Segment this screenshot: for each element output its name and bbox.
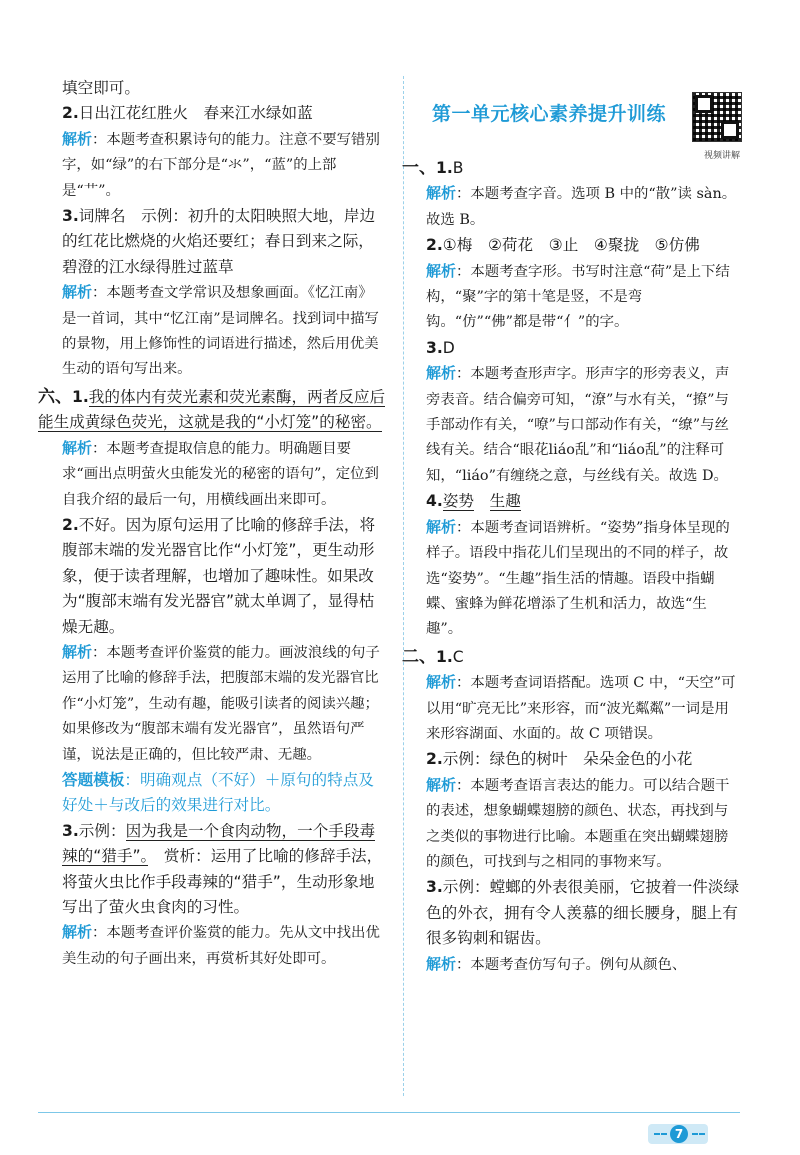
answer-s2q3 xyxy=(426,875,742,951)
answer-text: D xyxy=(442,338,455,357)
answer-s6q2 xyxy=(62,513,386,640)
analysis-label: 解析 xyxy=(62,438,93,457)
question-number: 3. xyxy=(62,821,79,840)
analysis-label: 解析 xyxy=(62,129,93,148)
page-badge xyxy=(648,1124,708,1144)
underlined-answer: 我的体内有荧光素和荧光素酶，两者反应后能生成黄绿色荧光，这就是我的“小灯笼”的秘密。 xyxy=(38,387,386,432)
answer-prefix: 示例： xyxy=(78,821,126,840)
answer-text: 不好。因为原句运用了比喻的修辞手法，将腹部末端的发光器官比作“小灯笼”，更生动形象，便于读者理解，也增加了趣味性。如果改为“腹部末端有发光器官”就太单调了，显得枯燥无趣。 xyxy=(62,515,376,636)
section-marker: 一、 xyxy=(402,158,436,178)
answer-text: C xyxy=(452,647,464,666)
analysis-s2q2 xyxy=(426,773,742,876)
question-number: 2. xyxy=(62,515,79,534)
right-column xyxy=(402,92,742,978)
question-number: 3. xyxy=(426,338,443,357)
analysis-text: ：本题考查仿写句子。例句从颜色、 xyxy=(456,956,687,973)
qr-code-icon[interactable] xyxy=(692,92,742,142)
answer-text: 示例：螳螂的外表很美丽，它披着一件淡绿色的外衣，拥有令人羡慕的细长腰身，腿上有很多钩刺和锯齿。 xyxy=(426,878,740,948)
answer-text: 日出江花红胜火 春来江水绿如蓝 xyxy=(78,104,313,123)
question-number: 1. xyxy=(72,387,89,406)
section-marker: 二、 xyxy=(402,646,436,667)
section-1-q1 xyxy=(402,156,742,181)
answer-text: 词牌名 示例：初升的太阳映照大地，岸边的红花比燃烧的火焰还要红；春日到来之际，碧澄的江水绿得胜过蓝草 xyxy=(62,207,376,276)
analysis-text: ：本题考查字音。选项 B 中的“散”读 sàn。故选 B。 xyxy=(426,186,737,228)
analysis-text: ：本题考查提取信息的能力。明确题目要求“画出点明萤火虫能发光的秘密的语句”，定位到自我介绍的最后一句，用横线画出来即可。 xyxy=(62,440,379,508)
analysis-label: 解析 xyxy=(62,642,93,661)
analysis-label: 解析 xyxy=(62,283,93,302)
analysis-text: ：本题考查文学常识及想象画面。《忆江南》是一首词，其中“忆江南”是词牌名。找到词中描写的景物，用上修饰性的词语进行描述，然后用优美生动的语句写出来。 xyxy=(62,285,379,378)
answer-r3 xyxy=(426,336,742,361)
analysis-text: ：本题考查语言表达的能力。可以结合题干的表述，想象蝴蝶翅膀的颜色、状态，再找到与之类似的事物进行比喻。本题重在突出蝴蝶翅膀的颜色，可找到与之相同的事物来写。 xyxy=(426,777,730,870)
analysis-label: 解析 xyxy=(426,261,457,280)
analysis-s6q2 xyxy=(62,640,386,768)
analysis-label: 解析 xyxy=(426,517,457,536)
question-number: 3. xyxy=(62,207,79,226)
analysis-r2 xyxy=(426,259,742,336)
answer-q3 xyxy=(62,204,386,280)
analysis-s2q1 xyxy=(426,670,742,747)
analysis-r3 xyxy=(426,361,742,489)
answer-text: 示例：绿色的树叶 朵朵金色的小花 xyxy=(442,750,693,769)
question-number: 1. xyxy=(436,647,453,666)
template-text: ：明确观点（不好）＋原句的特点及好处＋与改后的效果进行对比。 xyxy=(62,770,374,815)
underlined-answer: 姿势 xyxy=(442,492,474,511)
analysis-label: 解析 xyxy=(426,364,457,383)
section-marker: 六、 xyxy=(38,386,72,407)
underlined-answer: 生趣 xyxy=(489,492,521,511)
page-title: 第一单元核心素养提升训练 xyxy=(432,103,667,125)
answer-r4 xyxy=(426,489,742,514)
analysis-s6q3 xyxy=(62,920,386,972)
analysis-text: ：本题考查评价鉴赏的能力。画波浪线的句子运用了比喻的修辞手法，把腹部末端的发光器官比作“小灯笼”，生动有趣，能吸引读者的阅读兴趣；如果修改为“腹部末端有发光器官”，虽然语句严谨，说法是正确的，但比较严肃、无趣。 xyxy=(62,644,380,763)
template-label: 答题模板 xyxy=(62,770,125,789)
badge-dash xyxy=(699,1133,705,1135)
analysis-label: 解析 xyxy=(426,775,457,794)
column-divider xyxy=(403,76,404,1096)
analysis-r4 xyxy=(426,515,742,643)
section-2-q1 xyxy=(402,645,742,670)
analysis-text: ：本题考查评价鉴赏的能力。先从文中找出优美生动的句子画出来，再赏析其好处即可。 xyxy=(62,925,380,967)
answer-text: 赏析：运用了比喻的修辞手法，将萤火虫比作手段毒辣的“猎手”，生动形象地写出了萤火虫食肉的习性。 xyxy=(62,847,383,916)
question-number: 2. xyxy=(426,750,443,769)
qr-label: 视频讲解 xyxy=(703,151,740,161)
analysis-label: 解析 xyxy=(426,673,457,692)
left-column xyxy=(38,76,386,972)
section-6-q1 xyxy=(38,385,386,436)
question-number: 2. xyxy=(426,236,443,255)
analysis-text: ：本题考查形声字。形声字的形旁表义，声旁表音。结合偏旁可知，“潦”与水有关，“撩”与手部动作有关，“嘹”与口部动作有关，“缭”与丝线有关。结合“眼花liáo乱”和“liáo乱”的注释可知，“liáo”有缠绕之意，与丝线有关。故选 D。 xyxy=(426,366,730,484)
analysis-s2q3 xyxy=(426,952,742,978)
analysis-text: ：本题考查词语辨析。“姿势”指身体呈现的样子。语段中指花儿们呈现出的不同的样子，故选“姿势”。“生趣”指生活的情趣。语段中指蝴蝶、蜜蜂为鲜花增添了生机和活力，故选“生趣”。 xyxy=(426,519,730,638)
question-number: 2. xyxy=(62,104,79,123)
analysis-r1 xyxy=(426,181,742,233)
analysis-label: 解析 xyxy=(426,184,457,203)
answer-q2 xyxy=(62,101,386,126)
badge-dash xyxy=(661,1133,667,1135)
answer-s6q3 xyxy=(62,819,386,921)
answer-s2q2 xyxy=(426,747,742,772)
answer-template xyxy=(62,768,386,819)
answer-r2 xyxy=(426,233,742,258)
page-number: 7 xyxy=(670,1125,688,1143)
question-number: 1. xyxy=(436,159,453,177)
answer-line: 填空即可。 xyxy=(62,79,140,97)
badge-dash xyxy=(692,1133,698,1135)
answer-text: ①梅 ②荷花 ③止 ④聚拢 ⑤仿佛 xyxy=(442,236,700,255)
analysis-text: ：本题考查字形。书写时注意“荷”是上下结构，“聚”字的第十笔是竖，不是弯钩。“仿”“佛”都是带“亻”的字。 xyxy=(426,263,730,331)
question-number: 3. xyxy=(426,878,443,897)
analysis-q2 xyxy=(62,127,386,204)
analysis-q3 xyxy=(62,280,386,383)
analysis-s6q1 xyxy=(62,436,386,513)
section-header xyxy=(426,92,742,161)
footer-rule xyxy=(38,1112,740,1113)
analysis-label: 解析 xyxy=(62,923,93,942)
question-number: 4. xyxy=(426,492,443,511)
analysis-text: ：本题考查积累诗句的能力。注意不要写错别字，如“绿”的右下部分是“氺”，“蓝”的上部是“艹”。 xyxy=(62,131,380,199)
badge-dash xyxy=(654,1133,660,1135)
underlined-answer: 因为我是一个食肉动物，一个手段毒辣的“猎手”。 xyxy=(62,821,376,866)
analysis-label: 解析 xyxy=(426,954,457,973)
answer-text: B xyxy=(452,159,464,177)
analysis-text: ：本题考查词语搭配。选项 C 中，“天空”可以用“旷亮无比”来形容，而“波光粼粼”一词是用来形容湖面、水面的。故 C 项错误。 xyxy=(426,675,736,742)
